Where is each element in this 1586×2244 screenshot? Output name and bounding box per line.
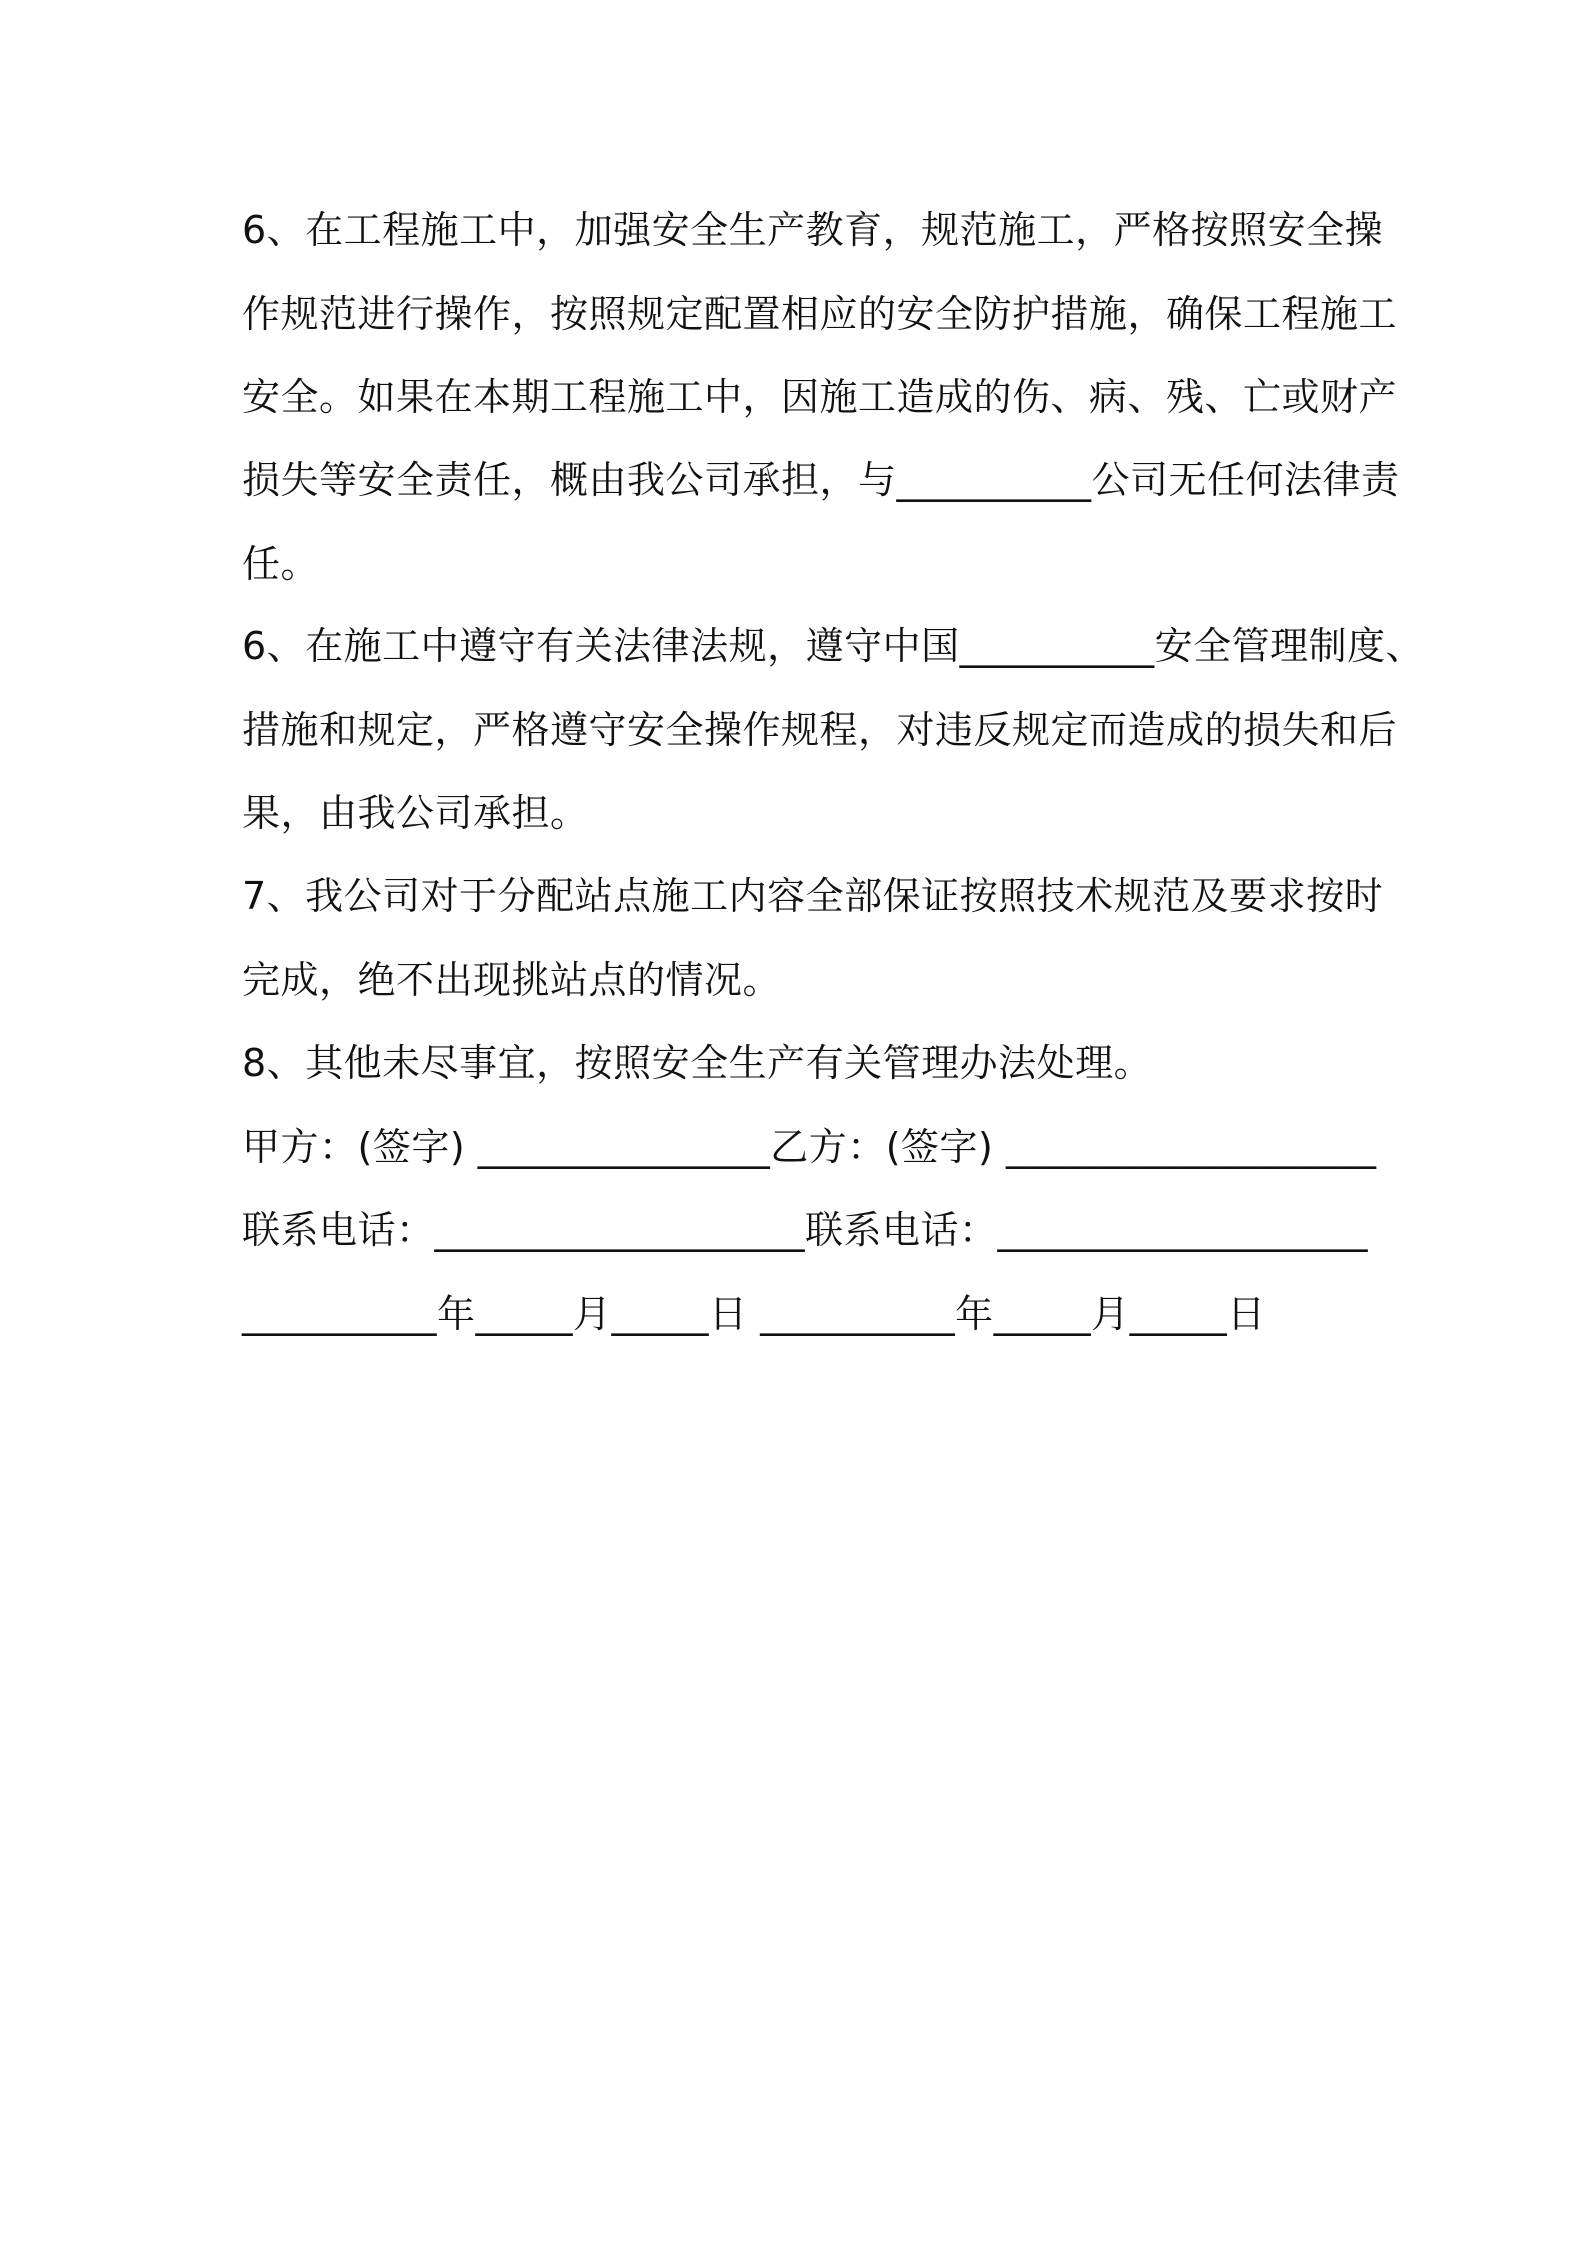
clause-6b-line-2: 措施和规定，严格遵守安全操作规程，对违反规定而造成的损失和后 <box>242 708 1398 752</box>
date-line: __________年_____月_____日 __________年_____月_____日 <box>242 1292 1266 1336</box>
clause-6a-line-5: 任。 <box>242 542 320 586</box>
clause-7-line-1: 7、我公司对于分配站点施工内容全部保证按照技术规范及要求按时 <box>242 874 1384 918</box>
clause-6b-line-1: 6、在施工中遵守有关法律法规，遵守中国__________安全管理制度、 <box>242 624 1425 668</box>
clause-6a-line-4: 损失等安全责任，概由我公司承担，与__________公司无任何法律责 <box>242 458 1400 502</box>
clause-6b-line-3: 果，由我公司承担。 <box>242 791 589 835</box>
signature-line: 甲方：(签字) _______________乙方：(签字) ___________________ <box>242 1125 1377 1169</box>
clause-7-line-2: 完成，绝不出现挑站点的情况。 <box>242 958 782 1002</box>
contact-phone-line: 联系电话：___________________联系电话：___________________ <box>242 1208 1369 1252</box>
clause-6a-line-3: 安全。如果在本期工程施工中，因施工造成的伤、病、残、亡或财产 <box>242 375 1398 419</box>
clause-6a-line-2: 作规范进行操作，按照规定配置相应的安全防护措施，确保工程施工 <box>242 292 1398 336</box>
clause-8-line-1: 8、其他未尽事宜，按照安全生产有关管理办法处理。 <box>242 1041 1153 1085</box>
clause-6a-line-1: 6、在工程施工中，加强安全生产教育，规范施工，严格按照安全操 <box>242 208 1384 252</box>
